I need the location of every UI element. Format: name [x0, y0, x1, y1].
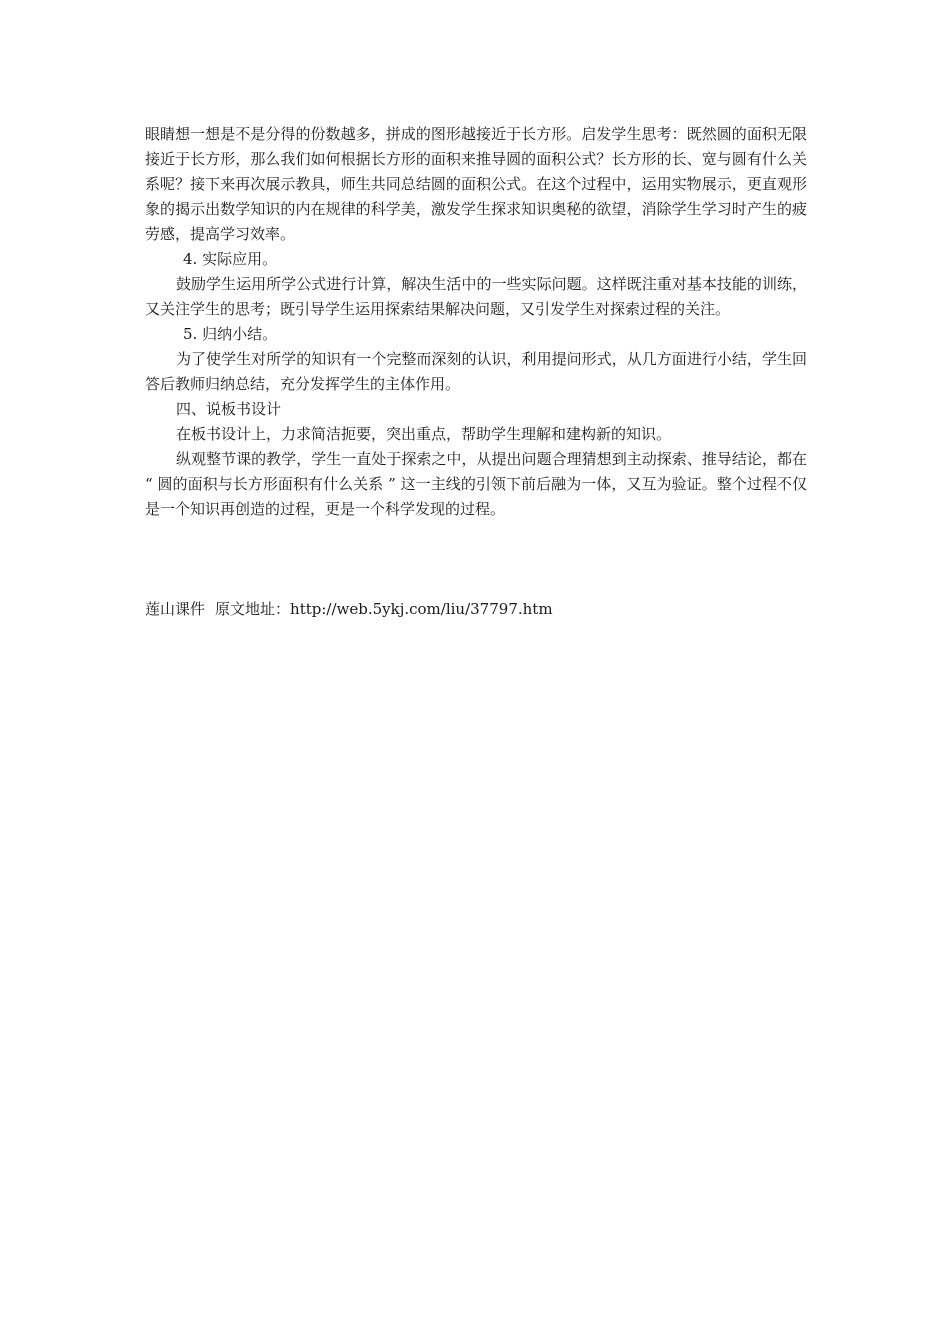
- source-name: 莲山课件: [145, 600, 206, 618]
- heading-summary: 5. 归纳小结。: [183, 325, 278, 343]
- paragraph-conclusion: 纵观整节课的教学，学生一直处于探索之中，从提出问题合理猜想到主动探索、推导结论，都在 “ 圆的面积与长方形面积有什么关系 ” 这一主线的引领下前后融为一体，又互为验证。整个过程不仅是一个知识再创造的过程，更是一个科学发现的过程。: [145, 450, 807, 518]
- paragraph-practical-application: 鼓励学生运用所学公式进行计算，解决生活中的一些实际问题。这样既注重对基本技能的训练，又关注学生的思考；既引导学生运用探索结果解决问题，又引发学生对探索过程的关注。: [145, 275, 807, 318]
- paragraph-board-design: 在板书设计上，力求简洁扼要，突出重点，帮助学生理解和建构新的知识。: [176, 425, 672, 443]
- paragraph-circle-area-derivation: 眼睛想一想是不是分得的份数越多，拼成的图形越接近于长方形。启发学生思考：既然圆的面积无限接近于长方形，那么我们如何根据长方形的面积来推导圆的面积公式？长方形的长、宽与圆有什么关系呢？接下来再次展示教具，师生共同总结圆的面积公式。在这个过程中，运用实物展示，更直观形象的揭示出数学知识的内在规律的科学美，激发学生探求知识奥秘的欲望，消除学生学习时产生的疲劳感，提高学习效率。: [145, 125, 807, 243]
- source-url-link[interactable]: http://web.5ykj.com/liu/37797.htm: [290, 600, 553, 618]
- heading-board-design: 四、说板书设计: [176, 400, 282, 418]
- heading-practical-application: 4. 实际应用。: [183, 250, 278, 268]
- paragraph-summary: 为了使学生对所学的知识有一个完整而深刻的认识，利用提问形式，从几方面进行小结，学生回答后教师归纳总结，充分发挥学生的主体作用。: [145, 350, 807, 393]
- document-body: [145, 122, 807, 522]
- source-footer: [145, 597, 553, 622]
- source-url-label: 原文地址：: [215, 600, 291, 618]
